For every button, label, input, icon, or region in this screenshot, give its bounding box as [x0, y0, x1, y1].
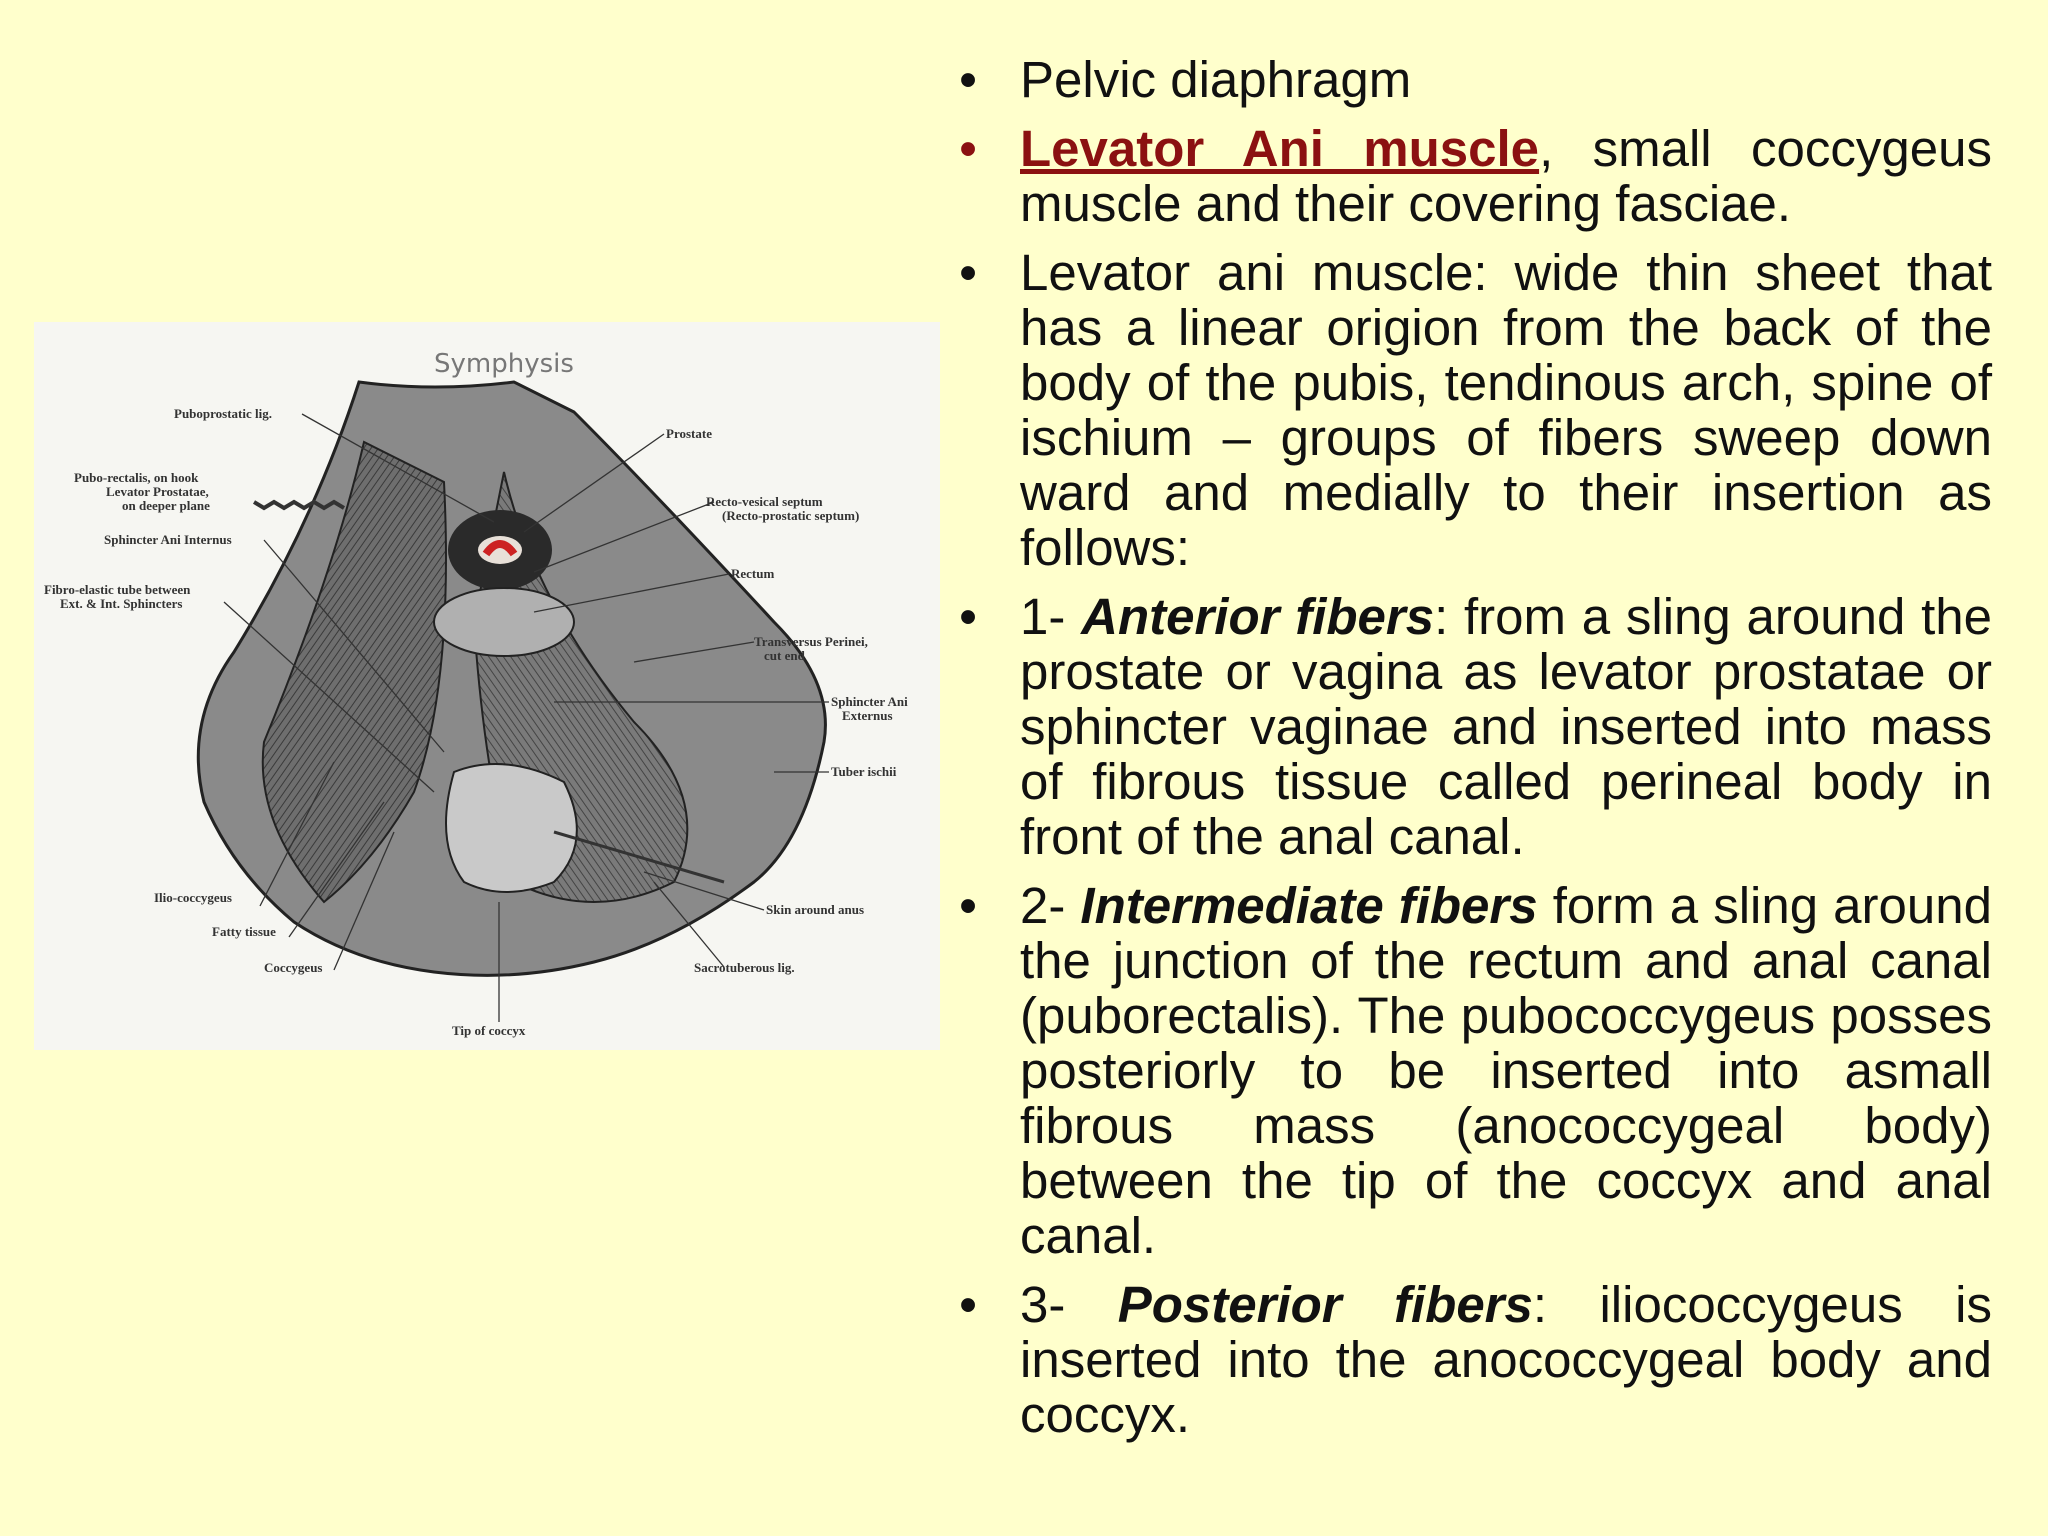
label-pubo-rectalis-3: on deeper plane: [122, 498, 210, 513]
label-tuber: Tuber ischii: [831, 764, 897, 779]
label-ilio: Ilio-coccygeus: [154, 890, 232, 905]
levator-ani-link[interactable]: Levator Ani muscle: [1020, 120, 1540, 177]
list-item: [940, 878, 1992, 1263]
bullet-heading-anterior: Anterior fibers: [1081, 588, 1435, 645]
label-sacrotuberous: Sacrotuberous lig.: [694, 960, 795, 975]
bullet-list: [940, 52, 1992, 1456]
label-skin: Skin around anus: [766, 902, 865, 917]
label-pubo-rectalis-2: Levator Prostatae,: [106, 484, 209, 499]
bullet-prefix: 1-: [1020, 588, 1082, 645]
bullet-prefix: 3-: [1020, 1276, 1118, 1333]
list-item: [940, 121, 1992, 231]
bullet-icon: •: [959, 51, 977, 108]
anatomy-illustration: [34, 322, 940, 1050]
list-item: [940, 52, 1992, 107]
bullet-icon: •: [959, 588, 977, 645]
pelvic-diaphragm-figure: [34, 322, 940, 1050]
label-transversus-1: Transversus Perinei,: [754, 634, 868, 649]
label-sphincter-ext-2: Externus: [842, 708, 893, 723]
bullet-text-posterior: : iliococcygeus is inserted into the anococcygeal body and coccyx.: [1020, 1276, 1992, 1443]
label-recto-vesical-2: (Recto-prostatic septum): [722, 508, 860, 523]
list-item: [940, 245, 1992, 575]
list-item: [940, 1277, 1992, 1442]
label-fatty: Fatty tissue: [212, 924, 276, 939]
bullet-icon: •: [959, 1276, 977, 1333]
bullet-prefix: 2-: [1020, 877, 1081, 934]
bullet-heading-intermediate: Intermediate fibers: [1080, 877, 1538, 934]
label-tip: Tip of coccyx: [452, 1023, 526, 1038]
label-sphincter-internus: Sphincter Ani Internus: [104, 532, 232, 547]
bullet-text-anterior: : from a sling around the prostate or vagina as levator prostatae or sphincter vaginae and inserted into mass of fibrous tissue called perineal body in front of the anal canal.: [1020, 588, 1992, 865]
bullet-text-intermediate: form a sling around the junction of the rectum and anal canal (puborectalis). The pubococcygeus posses posteriorly to be inserted into asmall fibrous mass (anococcygeal body) between the tip of the coccyx and anal canal.: [1020, 877, 1992, 1264]
bullet-icon: •: [959, 244, 977, 301]
bullet-icon: •: [959, 120, 977, 177]
label-symphysis: Symphysis: [434, 349, 574, 379]
label-pubo-rectalis-1: Pubo-rectalis, on hook: [74, 470, 199, 485]
label-fibro-2: Ext. & Int. Sphincters: [60, 596, 183, 611]
label-sphincter-ext-1: Sphincter Ani: [831, 694, 908, 709]
rectum-shape: [434, 588, 574, 656]
label-fibro-1: Fibro-elastic tube between: [44, 582, 191, 597]
label-puboprostatic: Puboprostatic lig.: [174, 406, 272, 421]
label-transversus-2: cut end: [764, 648, 805, 663]
bullet-icon: •: [959, 877, 977, 934]
label-rectum: Rectum: [731, 566, 775, 581]
label-coccygeus: Coccygeus: [264, 960, 323, 975]
bullet-text-rest: , small coccygeus muscle and their covering fasciae.: [1020, 120, 1992, 232]
list-item: [940, 589, 1992, 864]
bullet-text-levator-description: Levator ani muscle: wide thin sheet that has a linear origion from the back of the body of the pubis, tendinous arch, spine of ischium – groups of fibers sweep down ward and medially to their insertion as follows:: [1020, 244, 1992, 576]
bullet-heading-posterior: Posterior fibers: [1117, 1276, 1533, 1333]
anal-canal-shape: [446, 764, 577, 892]
bullet-text-pelvic-diaphragm: Pelvic diaphragm: [1020, 51, 1412, 108]
label-recto-vesical-1: Recto-vesical septum: [706, 494, 823, 509]
label-prostate: Prostate: [666, 426, 712, 441]
